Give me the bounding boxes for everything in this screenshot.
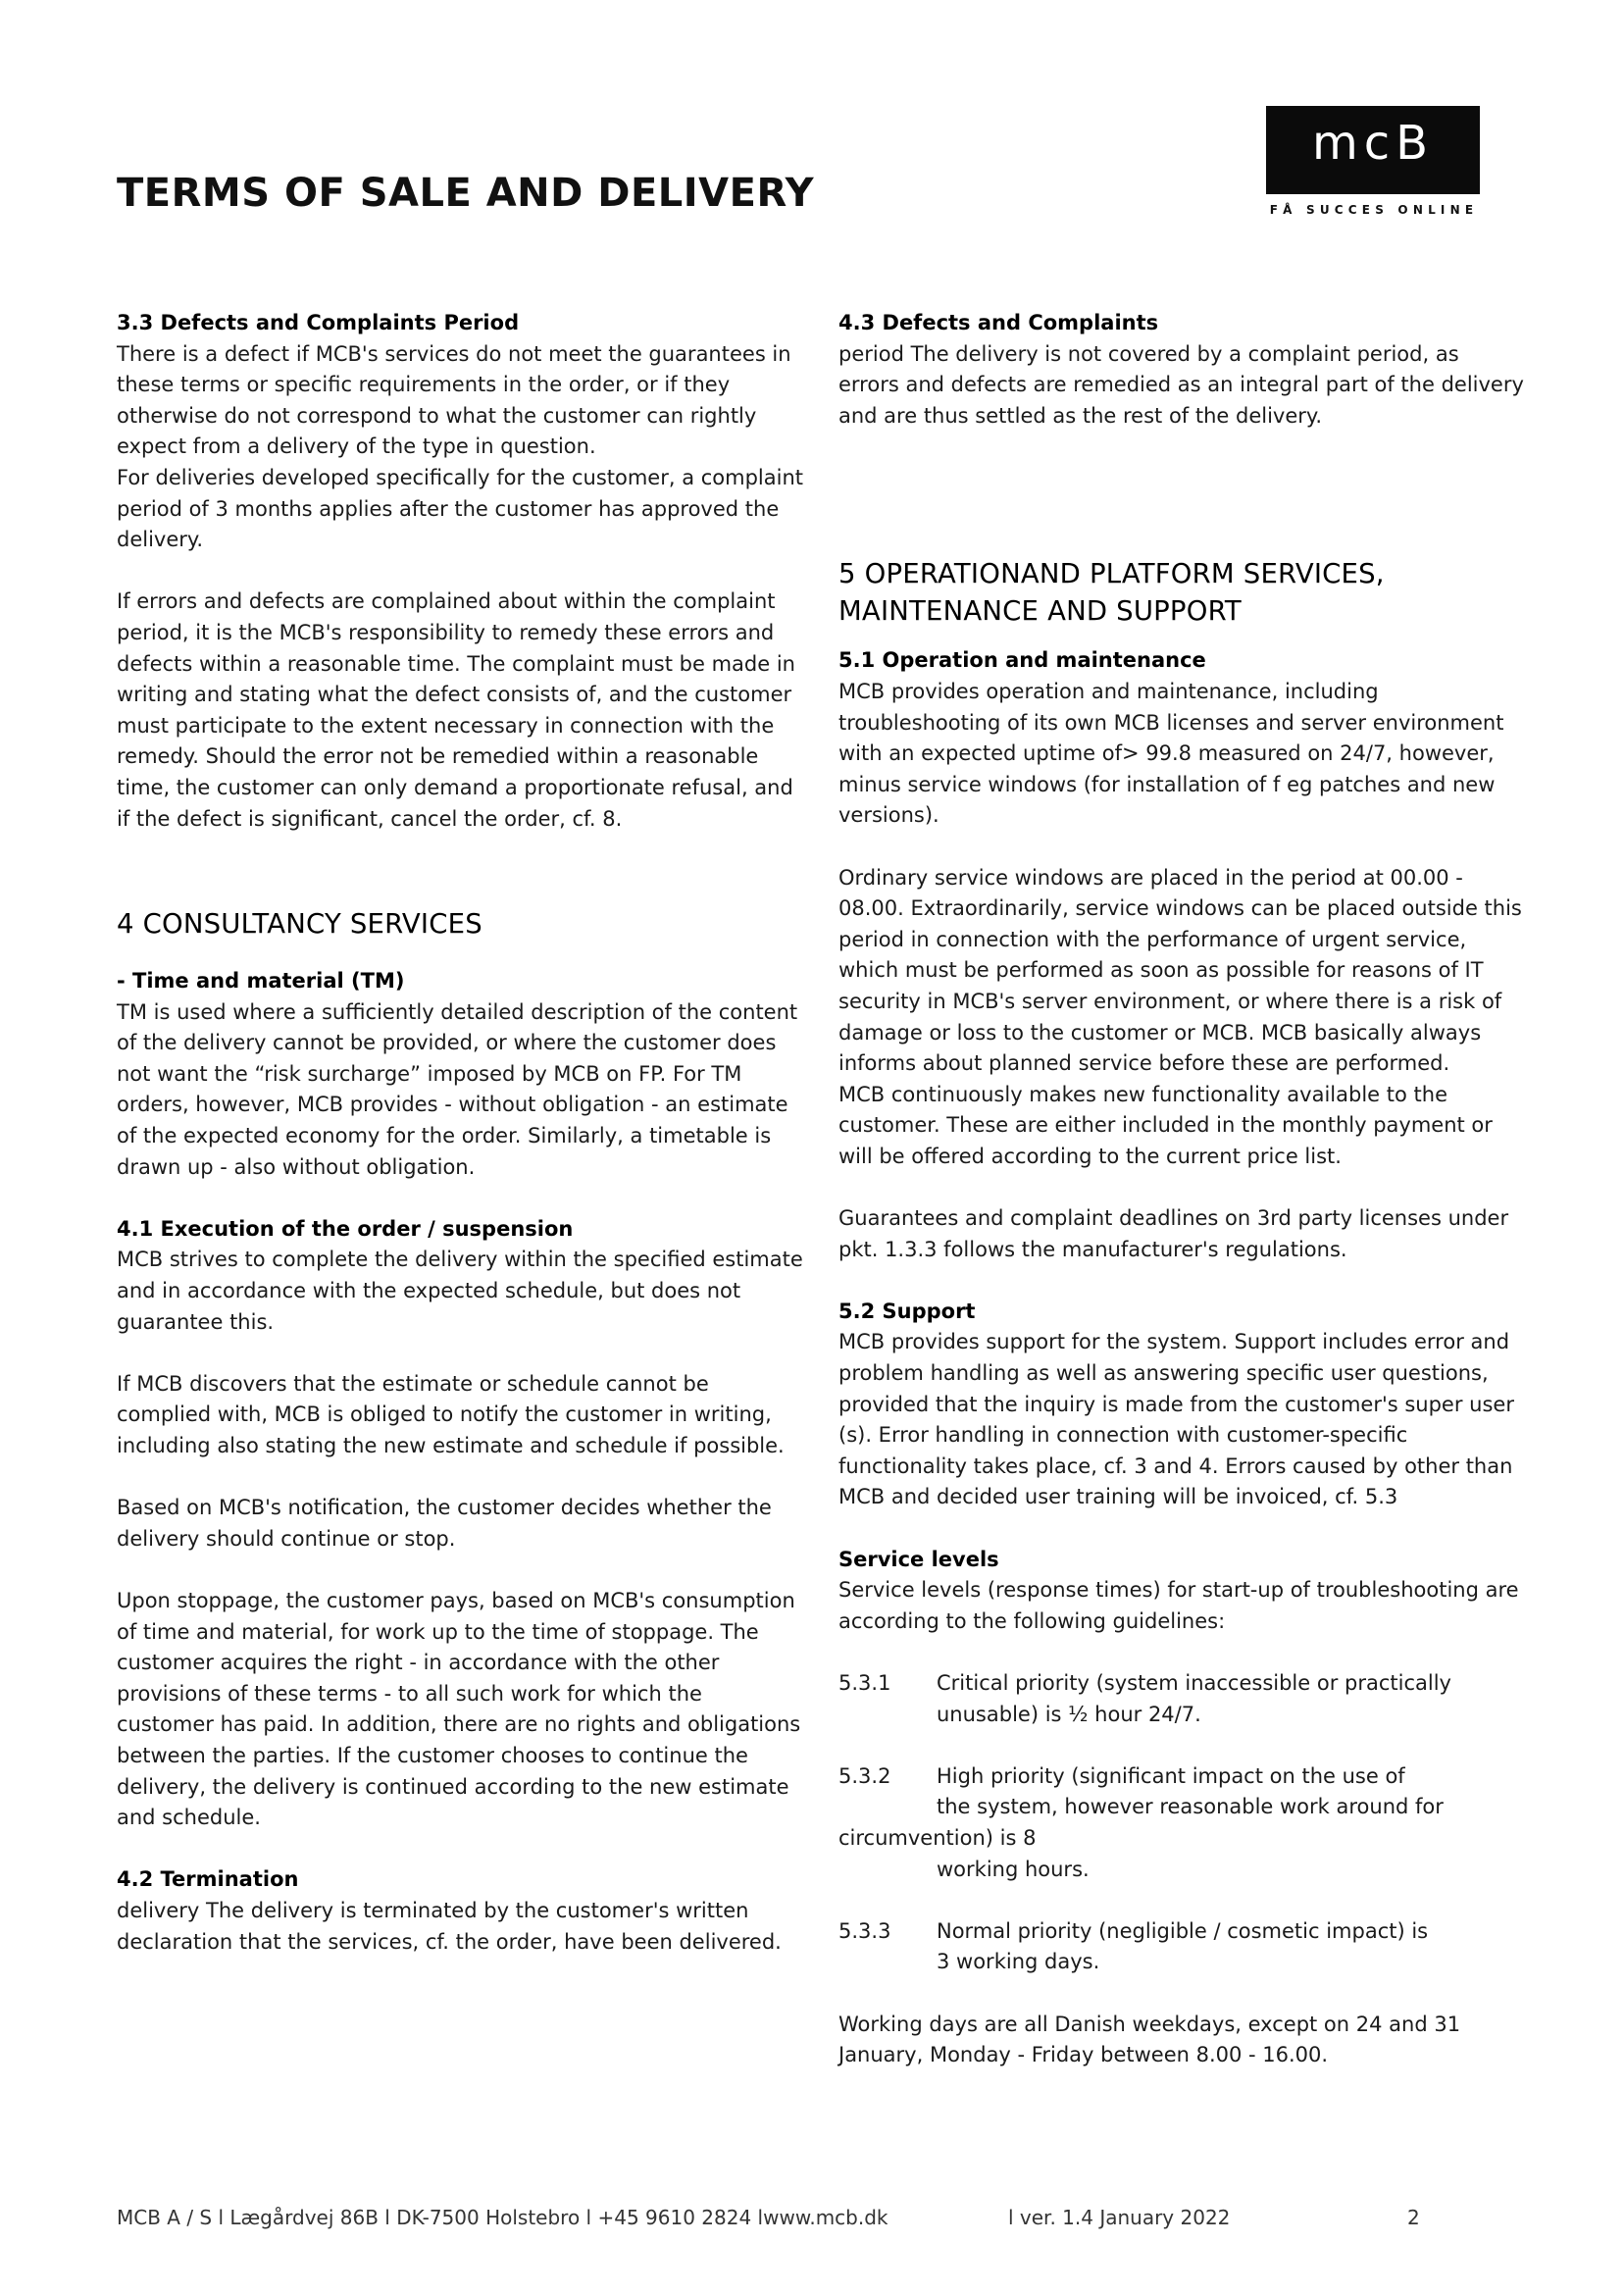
section-heading-4-2: 4.2 Termination [117, 1867, 299, 1892]
paragraph: TM is used where a sufficiently detailed description of the content of the delivery cannot be provided, or where the customer does not want the “risk surcharge” imposed by MCB on FP. For TM orders, however, MCB provides - without obligation - an estimate of the expected economy for the order. Similarly, a timetable is drawn up - also without obligation. [117, 999, 798, 1179]
paragraph: Working days are all Danish weekdays, except on 24 and 31 January, Monday - Friday between 8.00 - 16.00. [838, 2012, 1461, 2067]
page-title: TERMS OF SALE AND DELIVERY [117, 171, 815, 216]
paragraph: MCB provides operation and maintenance, including troubleshooting of its own MCB licenses and server environment with an expected uptime of> 99.8 measured on 24/7, however, minus service windows (for installation of f eg patches and new versions). [838, 679, 1504, 828]
paragraph: MCB strives to complete the delivery within the specified estimate and in accordance with the expected schedule, but does not guarantee this. [117, 1248, 803, 1334]
service-level-text: High priority (significant impact on the use of [937, 1763, 1405, 1788]
paragraph: Upon stoppage, the customer pays, based on MCB's consumption of time and material, for work up to the time of stoppage. The customer acquires the right - in accordance with the other provisions of these terms - to all such work for which the customer has paid. In addition, there are no rights and obligations between the parties. If the customer chooses to continue the delivery, the delivery is continued according to the new estimate and schedule. [117, 1588, 801, 1830]
section-heading-service-levels: Service levels [838, 1547, 999, 1571]
paragraph: Based on MCB's notification, the customer decides whether the delivery should continue or stop. [117, 1496, 772, 1551]
service-level-5-3-1 [838, 1668, 1525, 1730]
section-heading-4-1: 4.1 Execution of the order / suspension [117, 1216, 574, 1241]
service-level-number: 5.3.1 [838, 1670, 891, 1695]
footer-version: l ver. 1.4 January 2022 [1008, 2206, 1231, 2229]
right-column [838, 308, 1525, 2071]
service-level-text: circumvention) is 8 [838, 1825, 1037, 1850]
mcb-logo [1266, 106, 1480, 194]
paragraph: MCB continuously makes new functionality available to the customer. These are either included in the monthly payment or will be offered according to the current price list. [838, 1082, 1493, 1168]
section-heading-5-2: 5.2 Support [838, 1299, 976, 1323]
section-heading-5-1: 5.1 Operation and maintenance [838, 648, 1206, 673]
service-level-number: 5.3.3 [838, 1918, 891, 1943]
service-level-text: unusable) is ½ hour 24/7. [937, 1702, 1201, 1726]
paragraph: Guarantees and complaint deadlines on 3rd party licenses under pkt. 1.3.3 follows the manufacturer's regulations. [838, 1206, 1509, 1261]
service-level-5-3-2 [838, 1761, 1525, 1885]
service-level-text: the system, however reasonable work around for [937, 1795, 1444, 1819]
service-level-text: Normal priority (negligible / cosmetic impact) is [937, 1918, 1429, 1943]
footer-address: MCB A / S l Lægårdvej 86B l DK-7500 Holstebro l +45 9610 2824 lwww.mcb.dk [117, 2206, 888, 2229]
logo-tagline: FÅ SUCCES ONLINE [1269, 203, 1479, 217]
page-number: 2 [1407, 2206, 1420, 2229]
paragraph: If MCB discovers that the estimate or schedule cannot be complied with, MCB is obliged to notify the customer in writing, including also stating the new estimate and schedule if possible. [117, 1371, 785, 1457]
section-heading-3-3: 3.3 Defects and Complaints Period [117, 311, 520, 334]
paragraph: delivery The delivery is terminated by the customer's written declaration that the services, cf. the order, have been delivered. [117, 1898, 782, 1954]
service-level-5-3-3 [838, 1916, 1525, 1978]
paragraph: If errors and defects are complained about within the complaint period, it is the MCB's responsibility to remedy these errors and defects within a reasonable time. The complaint must be made in writing and stating what the defect consists of, and the customer must participate to the extent necessary in connection with the remedy. Should the error not be remedied within a reasonable time, the customer can only demand a proportionate refusal, and if the defect is significant, cancel the order, cf. 8. [117, 589, 795, 831]
service-level-number: 5.3.2 [838, 1763, 891, 1788]
left-column [117, 308, 803, 1958]
section-heading-4-3: 4.3 Defects and Complaints [838, 311, 1159, 334]
service-level-text: Critical priority (system inaccessible or practically [937, 1670, 1451, 1695]
paragraph: There is a defect if MCB's services do not meet the guarantees in these terms or specific requirements in the order, or if they otherwise do not correspond to what the customer can rightly expect from a delivery of the type in question. [117, 341, 791, 459]
service-level-text: 3 working days. [937, 1950, 1100, 1974]
section-heading-5: 5 OPERATIONAND PLATFORM SERVICES, MAINTENANCE AND SUPPORT [838, 558, 1385, 628]
paragraph: For deliveries developed specifically for the customer, a complaint period of 3 months applies after the customer has approved the delivery. [117, 465, 804, 552]
paragraph: Service levels (response times) for start-up of troubleshooting are according to the following guidelines: [838, 1578, 1519, 1633]
section-heading-4: 4 CONSULTANCY SERVICES [117, 908, 482, 941]
paragraph: period The delivery is not covered by a complaint period, as errors and defects are remedied as an integral part of the delivery and are thus settled as the rest of the delivery. [838, 341, 1524, 428]
paragraph: MCB provides support for the system. Support includes error and problem handling as well as answering specific user questions, provided that the inquiry is made from the customer's super user (s). Error handling in connection with customer-specific functionality takes place, cf. 3 and 4. Errors caused by other than MCB and decided user training will be invoiced, cf. 5.3 [838, 1330, 1514, 1509]
paragraph: Ordinary service windows are placed in the period at 00.00 - 08.00. Extraordinarily, service windows can be placed outside this period in connection with the performance of urgent service, which must be performed as soon as possible for reasons of IT security in MCB's server environment, or where there is a risk of damage or loss to the customer or MCB. MCB basically always informs about planned service before these are performed. [838, 865, 1522, 1076]
service-level-text: working hours. [937, 1857, 1090, 1881]
section-heading-tm: - Time and material (TM) [117, 969, 405, 994]
logo-wordmark: mcB [1311, 116, 1435, 171]
